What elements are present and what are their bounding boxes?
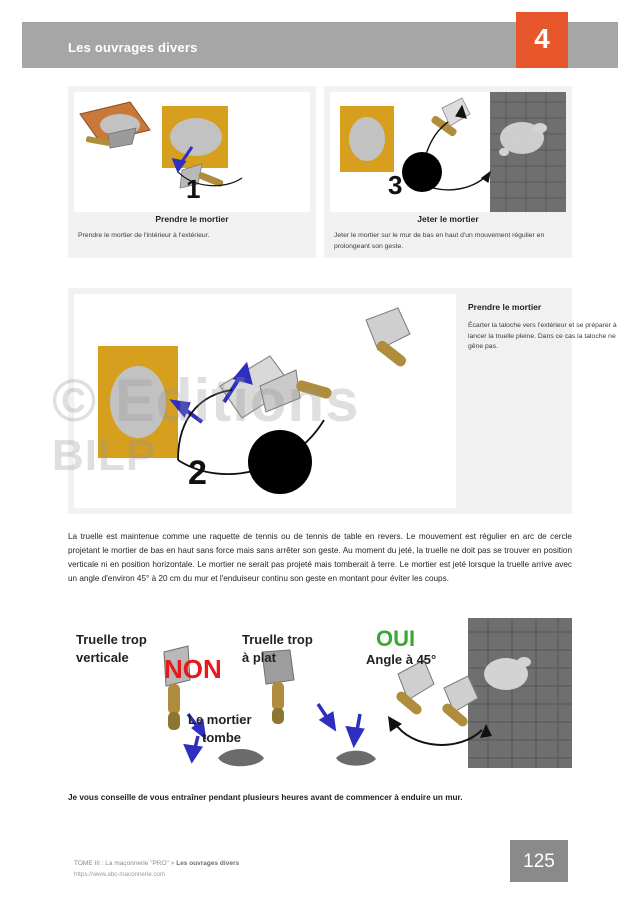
bottom-figure xyxy=(68,618,572,780)
figure-1-step-number: 1 xyxy=(186,174,201,204)
chapter-number: 4 xyxy=(534,23,550,54)
label-angle-45: Angle à 45° xyxy=(366,652,437,667)
figure-3-caption-title: Jeter le mortier xyxy=(417,214,479,224)
label-truelle-plat-line2: à plat xyxy=(242,650,276,665)
figure-3-step-number: 3 xyxy=(388,170,403,200)
figure-2-caption-title: Prendre le mortier xyxy=(468,302,542,312)
label-truelle-plat-line1: Truelle trop xyxy=(242,632,313,647)
label-mortier-tombe-line2: tombe xyxy=(202,730,241,745)
figure-2-step-number: 2 xyxy=(188,454,207,492)
figure-3-drawing xyxy=(330,92,566,212)
body-paragraph: La truelle est maintenue comme une raquette de tennis ou de tennis de table en revers. Le mouvement est régulier en arc de cercle projetant le mortier de bas en haut sans force mais sans arrêter son geste. Au moment du jeté, la truelle ne doit pas se trouver en position verticale ni en position horizontale. Le mortier ne serait pas projeté mais tomberait à terre. Le mortier est jeté lorsque la truelle arrive avec un angle d'environ 45° à 20 cm du mur et l'enduiseur continu son geste en montant pour éviter les coups. xyxy=(68,532,572,584)
label-non: NON xyxy=(164,654,222,684)
page-title: Les ouvrages divers xyxy=(68,40,198,55)
label-mortier-tombe-line1: Le mortier xyxy=(188,712,252,727)
figure-panel-2 xyxy=(68,288,617,514)
figure-2-caption-text: Écarter la taloche vers l'extérieur et se préparer à lancer la truelle pleine. Dans ce cas la taloche ne gêne pas. xyxy=(468,322,617,351)
figure-1-caption-title: Prendre le mortier xyxy=(155,214,229,224)
figure-3-caption-text: Jeter le mortier sur le mur de bas en haut d'un mouvement régulier en prolongeant son geste. xyxy=(334,232,545,250)
figure-2-wall-swatch xyxy=(406,300,464,352)
figure-1-caption-text: Prendre le mortier de l'intérieur à l'extérieur. xyxy=(78,232,210,239)
watermark-line-2: BILP xyxy=(52,431,157,480)
page-number: 125 xyxy=(523,851,555,872)
figure-2-image xyxy=(74,294,456,508)
label-truelle-verticale-line2: verticale xyxy=(76,650,129,665)
figure-3-image xyxy=(330,92,566,212)
watermark-line-1: © Editions xyxy=(52,367,360,434)
footer-breadcrumb-prefix: TOME III : La maçonnerie "PRO" > xyxy=(74,860,177,867)
figure-panel-3 xyxy=(324,86,572,258)
figure-panel-1 xyxy=(68,86,316,258)
figure-2-drawing xyxy=(74,294,456,508)
label-oui: OUI xyxy=(376,626,416,651)
advice-text: Je vous conseille de vous entraîner pendant plusieurs heures avant de commencer à enduire un mur. xyxy=(68,793,463,802)
footer-url: https://www.abc-maconnerie.com xyxy=(74,871,166,878)
footer-breadcrumb-section: Les ouvrages divers xyxy=(176,860,240,867)
label-truelle-verticale-line1: Truelle trop xyxy=(76,632,147,647)
footer-breadcrumb xyxy=(74,860,239,867)
